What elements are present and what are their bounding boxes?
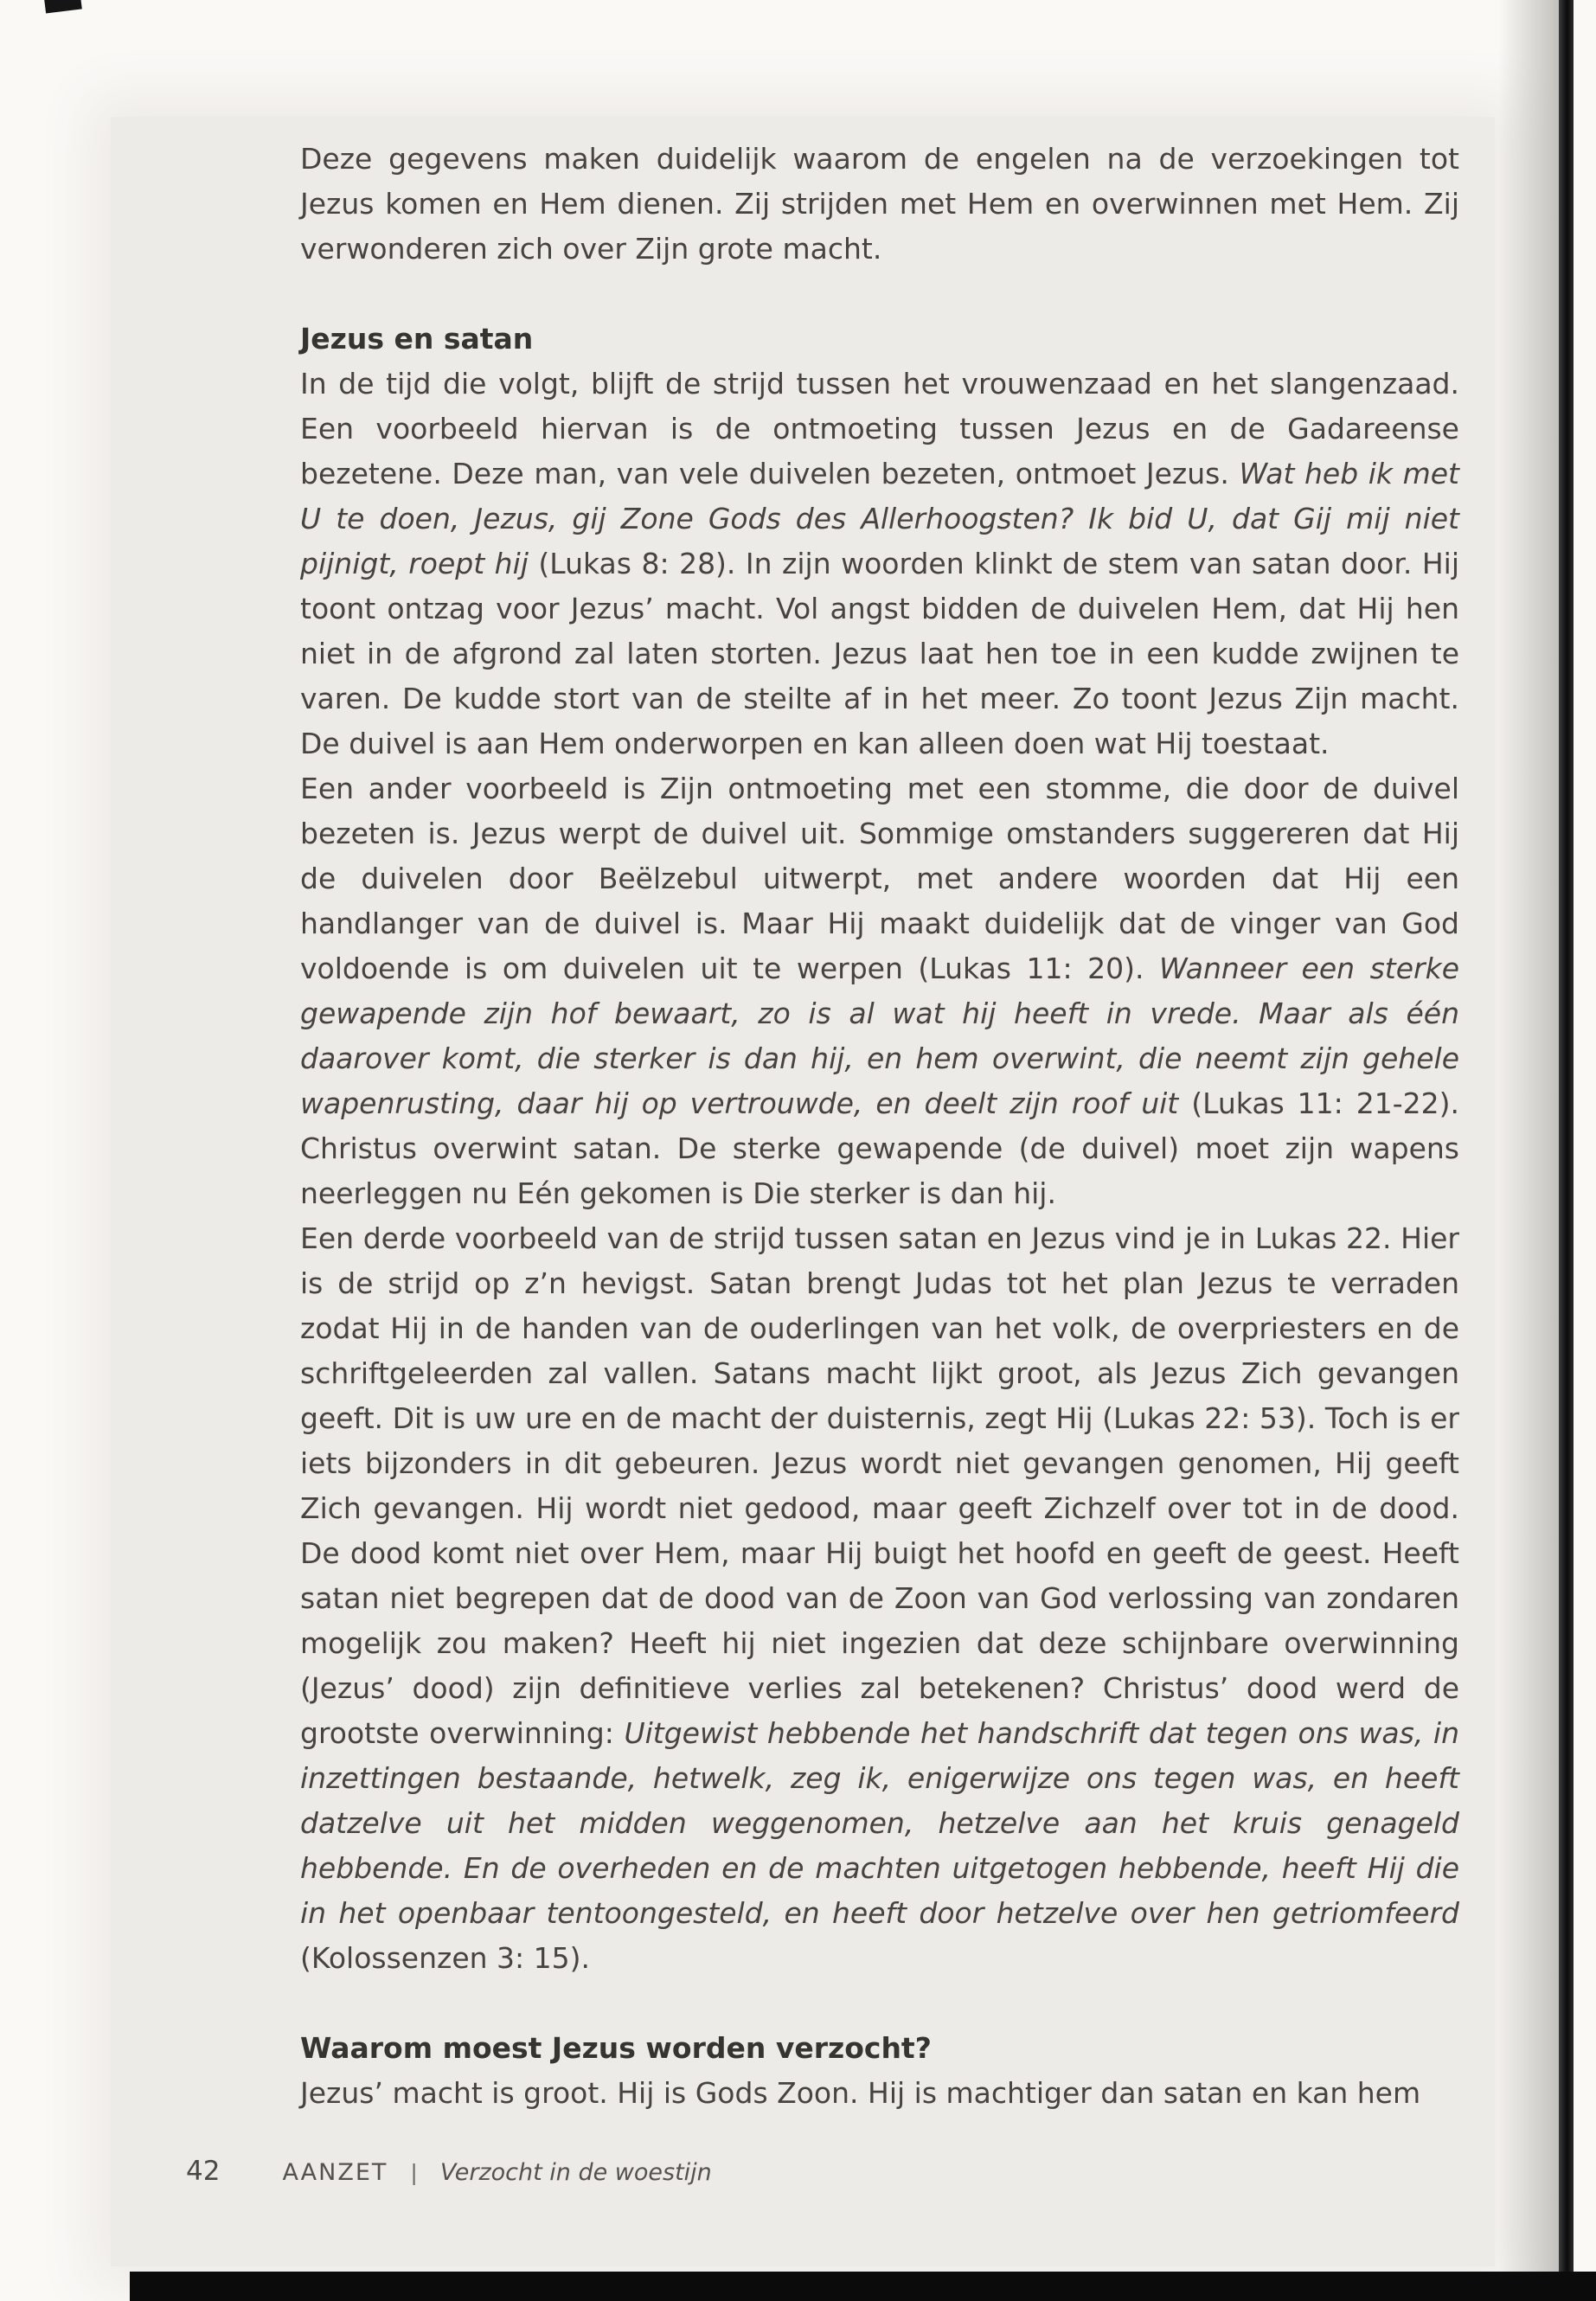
paragraph-lukas-22 xyxy=(300,1216,1459,1981)
page-footer xyxy=(186,2156,712,2187)
scan-corner-mark xyxy=(44,0,82,13)
text-segment: (Kolossenzen 3: 15). xyxy=(300,1941,591,1975)
text-segment: Jezus’ macht is groot. Hij is Gods Zoon. Hij is machtiger dan satan en kan hem xyxy=(300,2076,1421,2110)
footer-chapter-title: Verzocht in de woestijn xyxy=(439,2159,712,2186)
text-segment: Een derde voorbeeld van de strijd tussen satan en Jezus vind je in Lukas 22. Hier is de strijd op z’n hevigst. Satan brengt Judas tot het plan Jezus te verraden zodat Hij in de handen van de ouderlingen van het volk, de overpriesters en de schriftgeleerden zal vallen. Satans macht lijkt groot, als Jezus Zich gevangen geeft. Dit is uw ure en de macht der duisternis, zegt Hij (Lukas 22: 53). Toch is er iets bijzonders in dit gebeuren. Jezus wordt niet gevangen genomen, Hij geeft Zich gevangen. Hij wordt niet gedood, maar geeft Zichzelf over tot in de dood. De dood komt niet over Hem, maar Hij buigt het hoofd en geeft de geest. Heeft satan niet begrepen dat de dood van de Zoon van God verlossing van zondaren mogelijk zou maken? Heeft hij niet ingezien dat deze schijnbare overwinning (Jezus’ dood) zijn definitieve verlies zal betekenen? Christus’ dood werd de grootste overwinning: xyxy=(300,1221,1459,1750)
text-segment: (Lukas 8: 28). In zijn woorden klinkt de stem van satan door. Hij toont ontzag voor Jezus’ macht. Vol angst bidden de duivelen Hem, dat Hij hen niet in de afgrond zal laten storten. Jezus laat hen toe in een kudde zwijnen te varen. De kudde stort van de steilte af in het meer. Zo toont Jezus Zijn macht. De duivel is aan Hem onderworpen en kan alleen doen wat Hij toestaat. xyxy=(300,547,1460,760)
scan-edge-bottom xyxy=(130,2272,1596,2301)
scan-edge-right xyxy=(1559,0,1574,2301)
text-segment: In de tijd die volgt, blijft de strijd tussen het vrouwenzaad en het slangenzaad. Een voorbeeld hiervan is de ontmoeting tussen Jezus en de Gadareense bezetene. Deze man, van vele duivelen bezeten, ontmoet Jezus. xyxy=(300,367,1459,490)
paragraph-gadareense-bezetene xyxy=(300,362,1459,766)
text-column xyxy=(300,137,1459,2116)
paragraph-stomme-bezetene xyxy=(300,766,1459,1216)
text-segment: Een ander voorbeeld is Zijn ontmoeting met een stomme, die door de duivel bezeten is. Jezus werpt de duivel uit. Sommige omstanders suggereren dat Hij de duivelen door Beëlzebul uitwerpt, met andere woorden dat Hij een handlanger van de duivel is. Maar Hij maakt duidelijk dat de vinger van God voldoende is om duivelen uit te werpen (Lukas 11: 20). xyxy=(300,772,1459,985)
paragraph-jezus-macht xyxy=(300,2071,1459,2116)
page-number: 42 xyxy=(186,2156,221,2187)
text-segment: Deze gegevens maken duidelijk waarom de engelen na de verzoekingen tot Jezus komen en Hem dienen. Zij strijden met Hem en overwinnen met Hem. Zij verwonderen zich over Zijn grote macht. xyxy=(300,142,1459,266)
scripture-quote: Uitgewist hebbende het handschrift dat tegen ons was, in inzettingen bestaande, hetwelk, zeg ik, enigerwijze ons tegen was, en heeft datzelve uit het midden weggenomen, hetzelve aan het kruis genageld hebbende. En de overheden en de machten uitgetogen hebbende, heeft Hij die in het openbaar tentoongesteld, en heeft door hetzelve over hen getriomfeerd xyxy=(300,1716,1460,1930)
text-segment: (Lukas 11: 21-22). Christus overwint satan. De sterke gewapende (de duivel) moet zijn wapens neerleggen nu Eén gekomen is Die sterker is dan hij. xyxy=(300,1086,1460,1210)
footer-series-title: AANZET xyxy=(282,2159,388,2186)
page-edge-shadow xyxy=(1498,0,1559,2301)
section-heading-jezus-en-satan: Jezus en satan xyxy=(300,322,534,356)
scripture-quote: Wanneer een sterke gewapende zijn hof bewaart, zo is al wat hij heeft in vrede. Maar als één daarover komt, die sterker is dan hij, en hem overwint, die neemt zijn gehele wapenrusting, daar hij op vertrouwde, en deelt zijn roof uit xyxy=(300,952,1459,1120)
scripture-quote: Wat heb ik met U te doen, Jezus, gij Zone Gods des Allerhoogsten? Ik bid U, dat Gij mij niet pijnigt, roept hij xyxy=(300,457,1459,580)
section-heading-waarom-verzocht: Waarom moest Jezus worden verzocht? xyxy=(300,2031,932,2065)
paragraph-intro xyxy=(300,137,1459,272)
footer-separator: | xyxy=(410,2160,418,2185)
